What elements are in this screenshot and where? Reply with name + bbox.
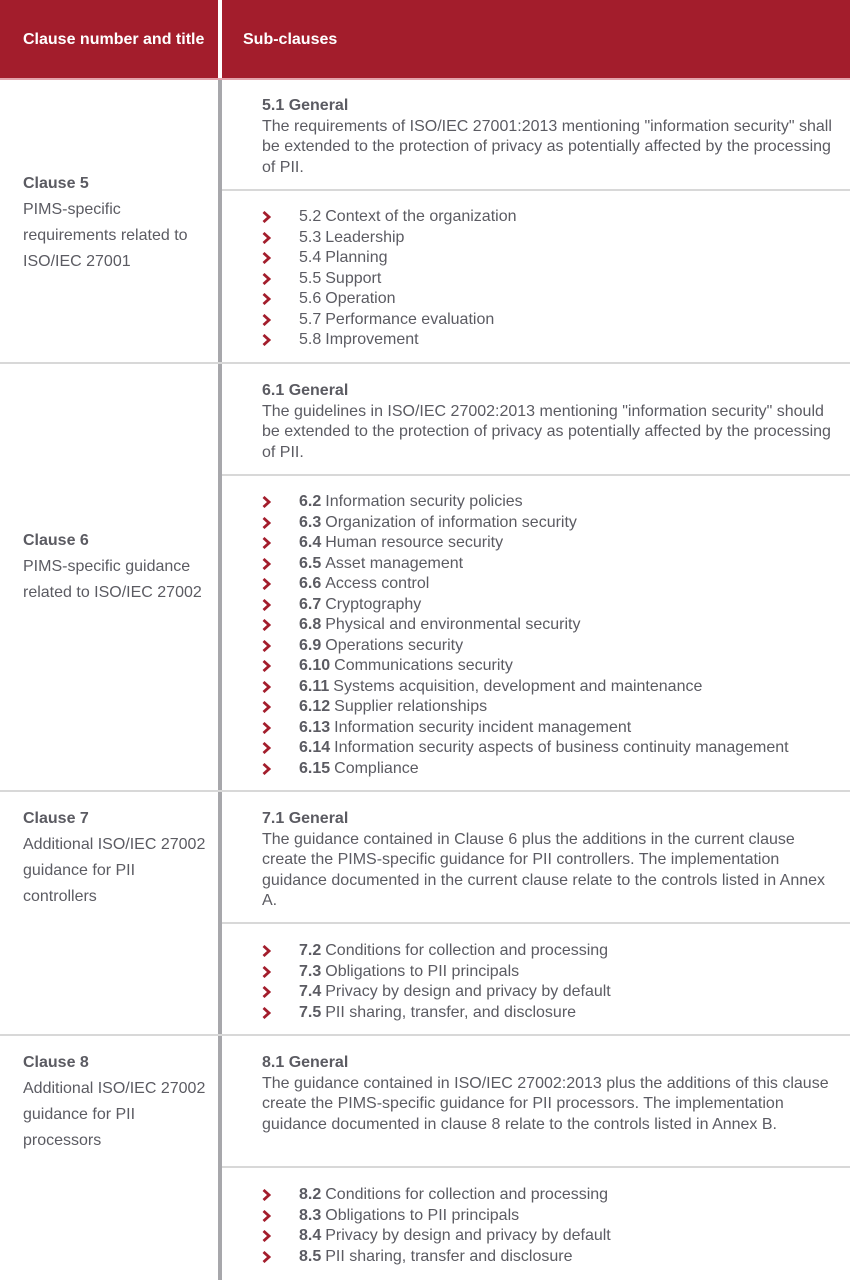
subclause-item bbox=[262, 595, 842, 616]
subclause-item bbox=[262, 513, 842, 534]
subclause-number: 5.4 bbox=[299, 249, 322, 266]
subclause-label: Physical and environmental security bbox=[325, 616, 581, 633]
subclause-number: 6.11 bbox=[299, 677, 330, 695]
subclause-item bbox=[262, 248, 842, 269]
subclause-item bbox=[262, 1185, 842, 1206]
chevron-right-icon bbox=[262, 252, 299, 264]
subclause-label: Human resource security bbox=[325, 534, 504, 551]
subclause-number: 6.2 bbox=[299, 493, 322, 510]
subclause-label: Operation bbox=[325, 290, 396, 307]
subclause-label: PII sharing, transfer and disclosure bbox=[325, 1247, 573, 1265]
general-title: 5.1 General bbox=[262, 97, 349, 114]
chevron-right-icon bbox=[262, 640, 299, 652]
chevron-right-icon bbox=[262, 1189, 299, 1201]
chevron-right-icon bbox=[262, 1251, 299, 1263]
clause-5-cell bbox=[23, 171, 213, 275]
general-text: The requirements of ISO/IEC 27001:2013 mentioning "information security" shall be extended to the protection of privacy as potentially affected by the processing of PII. bbox=[262, 117, 832, 176]
clause-6-cell bbox=[23, 528, 213, 606]
chevron-right-icon bbox=[262, 1007, 299, 1019]
clause-7-cell bbox=[23, 806, 213, 910]
subclause-number: 6.15 bbox=[299, 759, 331, 777]
row-divider bbox=[0, 362, 850, 364]
chevron-right-icon bbox=[262, 578, 299, 590]
subclause-label: Information security aspects of business continuity management bbox=[334, 739, 789, 756]
subclause-label: Improvement bbox=[325, 331, 419, 348]
subclause-item bbox=[262, 636, 842, 657]
subclause-label: Access control bbox=[325, 575, 430, 592]
clause-5-subclauses bbox=[262, 207, 842, 351]
subclause-item bbox=[262, 289, 842, 310]
chevron-right-icon bbox=[262, 619, 299, 631]
table-header bbox=[0, 0, 850, 80]
clause-8-subclauses bbox=[262, 1185, 842, 1267]
subclause-number: 6.5 bbox=[299, 554, 322, 572]
subclause-item bbox=[262, 574, 842, 595]
subclause-number: 8.4 bbox=[299, 1227, 322, 1244]
chevron-right-icon bbox=[262, 537, 299, 549]
subclause-label: Leadership bbox=[325, 228, 405, 246]
subclause-label: Operations security bbox=[325, 636, 464, 654]
clause-8-cell bbox=[23, 1050, 213, 1154]
clause-title: Clause 7 bbox=[23, 810, 89, 827]
chevron-right-icon bbox=[262, 966, 299, 978]
subclause-label: Conditions for collection and processing bbox=[325, 1186, 609, 1203]
subclause-number: 6.6 bbox=[299, 575, 322, 592]
general-title: 6.1 General bbox=[262, 382, 349, 399]
subclause-number: 5.5 bbox=[299, 269, 322, 287]
subclause-label: Obligations to PII principals bbox=[325, 1206, 520, 1224]
subclause-item bbox=[262, 738, 842, 759]
subclause-item bbox=[262, 718, 842, 739]
subclause-item bbox=[262, 533, 842, 554]
subclause-label: Privacy by design and privacy by default bbox=[325, 983, 611, 1000]
subclause-label: Information security policies bbox=[325, 493, 523, 510]
subclause-number: 8.2 bbox=[299, 1186, 322, 1203]
subclause-label: Systems acquisition, development and maintenance bbox=[333, 677, 703, 695]
subclause-number: 6.7 bbox=[299, 595, 322, 613]
clause-8-general bbox=[262, 1053, 837, 1135]
subclause-label: Obligations to PII principals bbox=[325, 962, 520, 980]
row-divider bbox=[0, 1034, 850, 1036]
subclause-label: Planning bbox=[325, 249, 388, 266]
clause-title: Clause 5 bbox=[23, 175, 89, 192]
chevron-right-icon bbox=[262, 293, 299, 305]
subclause-number: 6.10 bbox=[299, 657, 331, 674]
general-text: The guidance contained in Clause 6 plus the additions in the current clause create the PIMS-specific guidance for PII controllers. The implementation guidance documented in the current clause relate to the controls listed in Annex A. bbox=[262, 830, 826, 909]
clause-6-subclauses bbox=[262, 492, 842, 779]
clause-title: Clause 8 bbox=[23, 1054, 89, 1071]
subclause-number: 6.8 bbox=[299, 616, 322, 633]
header-sub-clauses: Sub-clauses bbox=[222, 0, 850, 78]
clause-7-general bbox=[262, 809, 837, 912]
subclause-label: PII sharing, transfer, and disclosure bbox=[325, 1003, 577, 1021]
sub-divider bbox=[222, 474, 850, 476]
subclause-label: Asset management bbox=[325, 554, 464, 572]
subclause-label: Compliance bbox=[334, 759, 419, 777]
subclause-number: 5.3 bbox=[299, 228, 322, 246]
general-text: The guidelines in ISO/IEC 27002:2013 mentioning "information security" should be extended to the protection of privacy as potentially affected by the processing of PII. bbox=[262, 402, 831, 461]
subclause-number: 7.3 bbox=[299, 962, 322, 980]
subclause-label: Support bbox=[325, 269, 382, 287]
chevron-right-icon bbox=[262, 742, 299, 754]
subclause-item bbox=[262, 941, 842, 962]
subclause-number: 6.9 bbox=[299, 636, 322, 654]
subclause-number: 6.4 bbox=[299, 534, 322, 551]
general-title: 7.1 General bbox=[262, 810, 349, 827]
subclause-label: Performance evaluation bbox=[325, 310, 495, 328]
subclause-item bbox=[262, 759, 842, 780]
chevron-right-icon bbox=[262, 599, 299, 611]
subclause-item bbox=[262, 1226, 842, 1247]
subclause-number: 6.12 bbox=[299, 698, 331, 715]
subclause-item bbox=[262, 554, 842, 575]
subclause-label: Information security incident management bbox=[334, 718, 632, 736]
subclause-number: 8.5 bbox=[299, 1247, 322, 1265]
subclause-item bbox=[262, 207, 842, 228]
subclause-label: Organization of information security bbox=[325, 513, 577, 531]
chevron-right-icon bbox=[262, 660, 299, 672]
subclause-number: 6.3 bbox=[299, 513, 322, 531]
subclause-item bbox=[262, 697, 842, 718]
subclause-item bbox=[262, 982, 842, 1003]
subclause-item bbox=[262, 615, 842, 636]
subclause-item bbox=[262, 1003, 842, 1024]
subclause-item bbox=[262, 330, 842, 351]
subclause-number: 8.3 bbox=[299, 1206, 322, 1224]
sub-divider bbox=[222, 922, 850, 924]
chevron-right-icon bbox=[262, 986, 299, 998]
subclause-number: 5.6 bbox=[299, 290, 322, 307]
chevron-right-icon bbox=[262, 701, 299, 713]
row-divider bbox=[0, 790, 850, 792]
clause-description: PIMS-specific guidance related to ISO/IEC 27002 bbox=[23, 558, 202, 601]
subclause-number: 7.4 bbox=[299, 983, 322, 1000]
column-divider bbox=[218, 80, 222, 1280]
chevron-right-icon bbox=[262, 232, 299, 244]
subclause-item bbox=[262, 269, 842, 290]
subclause-item bbox=[262, 310, 842, 331]
header-clause-number-and-title: Clause number and title bbox=[0, 0, 218, 78]
subclause-number: 6.13 bbox=[299, 718, 331, 736]
subclause-number: 7.5 bbox=[299, 1003, 322, 1021]
clause-6-general bbox=[262, 381, 837, 463]
clause-description: PIMS-specific requirements related to ISO/IEC 27001 bbox=[23, 201, 188, 270]
subclause-number: 6.14 bbox=[299, 739, 331, 756]
subclause-item bbox=[262, 962, 842, 983]
chevron-right-icon bbox=[262, 1230, 299, 1242]
chevron-right-icon bbox=[262, 1210, 299, 1222]
clause-5-general bbox=[262, 96, 837, 178]
subclause-number: 7.2 bbox=[299, 942, 322, 959]
subclause-item bbox=[262, 1206, 842, 1227]
chevron-right-icon bbox=[262, 211, 299, 223]
clause-description: Additional ISO/IEC 27002 guidance for PII processors bbox=[23, 1080, 206, 1149]
chevron-right-icon bbox=[262, 945, 299, 957]
subclause-label: Context of the organization bbox=[325, 208, 517, 225]
sub-divider bbox=[222, 1166, 850, 1168]
subclause-label: Cryptography bbox=[325, 595, 422, 613]
chevron-right-icon bbox=[262, 722, 299, 734]
general-text: The guidance contained in ISO/IEC 27002:2013 plus the additions of this clause create the PIMS-specific guidance for PII processors. The implementation guidance documented in clause 8 relate to the controls listed in Annex B. bbox=[262, 1074, 829, 1133]
chevron-right-icon bbox=[262, 517, 299, 529]
chevron-right-icon bbox=[262, 681, 299, 693]
subclause-item bbox=[262, 656, 842, 677]
subclause-item bbox=[262, 677, 842, 698]
subclause-item bbox=[262, 228, 842, 249]
clause-title: Clause 6 bbox=[23, 532, 89, 549]
clause-description: Additional ISO/IEC 27002 guidance for PII controllers bbox=[23, 836, 206, 905]
subclause-label: Supplier relationships bbox=[334, 698, 488, 715]
chevron-right-icon bbox=[262, 314, 299, 326]
chevron-right-icon bbox=[262, 273, 299, 285]
clause-7-subclauses bbox=[262, 941, 842, 1023]
subclause-label: Communications security bbox=[334, 657, 513, 674]
subclause-item bbox=[262, 1247, 842, 1268]
subclause-item bbox=[262, 492, 842, 513]
chevron-right-icon bbox=[262, 763, 299, 775]
chevron-right-icon bbox=[262, 558, 299, 570]
chevron-right-icon bbox=[262, 496, 299, 508]
subclause-number: 5.8 bbox=[299, 331, 322, 348]
chevron-right-icon bbox=[262, 334, 299, 346]
sub-divider bbox=[222, 189, 850, 191]
subclause-label: Privacy by design and privacy by default bbox=[325, 1227, 611, 1244]
general-title: 8.1 General bbox=[262, 1054, 349, 1071]
subclause-number: 5.2 bbox=[299, 208, 322, 225]
subclause-label: Conditions for collection and processing bbox=[325, 942, 609, 959]
subclause-number: 5.7 bbox=[299, 310, 322, 328]
